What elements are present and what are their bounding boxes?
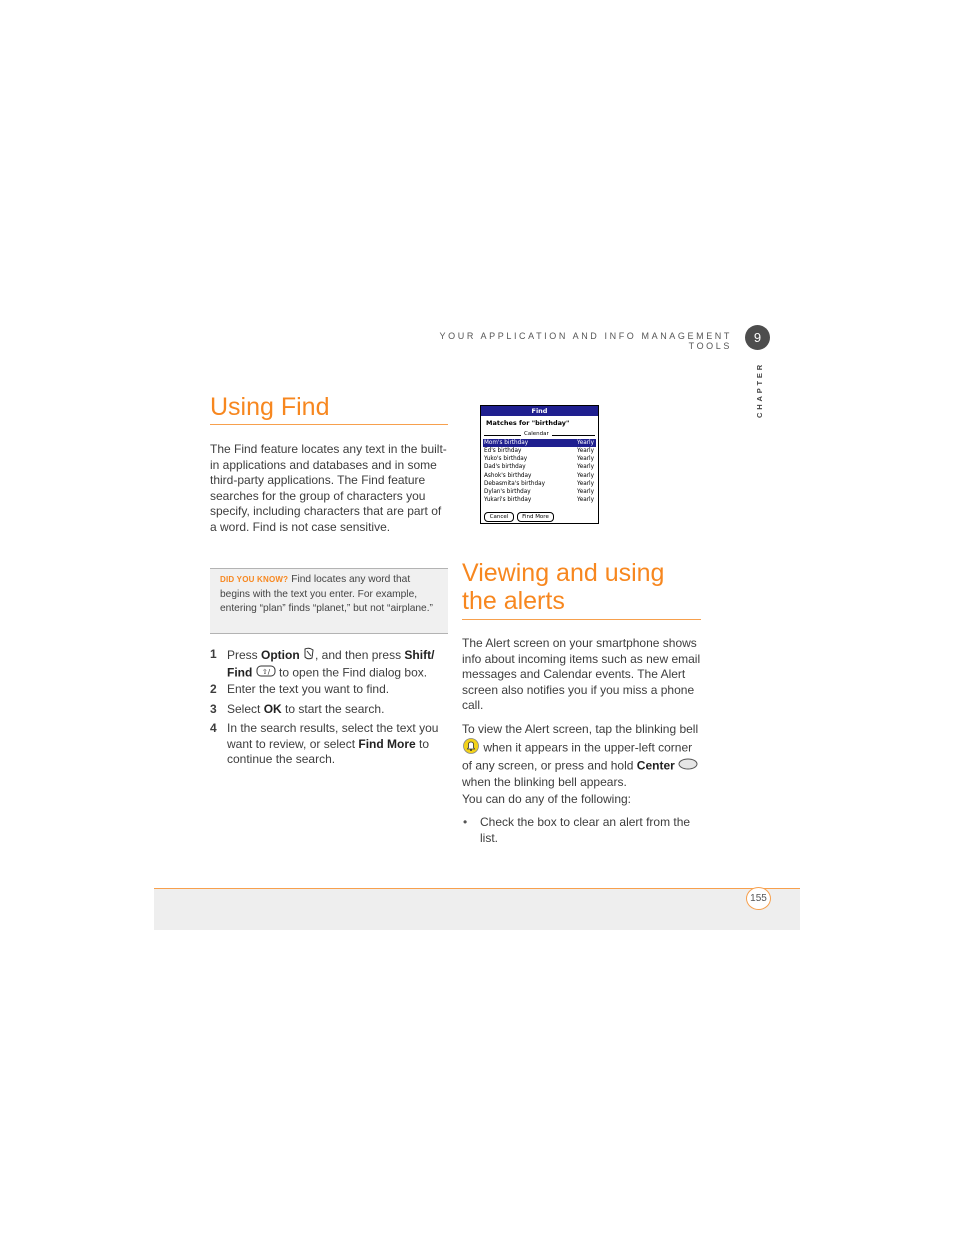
- shift-find-key-label: Shift/ Find: [227, 647, 435, 680]
- tip-label: DID YOU KNOW?: [220, 575, 289, 584]
- alerts-paragraph-2: [462, 722, 704, 790]
- palm-result-row[interactable]: [483, 488, 596, 496]
- step-text: [227, 702, 449, 718]
- step-text: [227, 721, 449, 768]
- step-text-part: In the search results, select the text you want to review, or select: [227, 721, 439, 751]
- step-2: [210, 682, 450, 698]
- step-text-part: Select: [227, 702, 264, 716]
- center-key-label: Center: [636, 758, 675, 773]
- alerts-heading-line1: Viewing and using: [462, 559, 665, 587]
- alerts-heading: [462, 559, 702, 615]
- palm-result-row[interactable]: [483, 480, 596, 488]
- step-number: 4: [210, 721, 217, 735]
- palm-cancel-button[interactable]: Cancel: [484, 512, 514, 522]
- palm-result-row[interactable]: [483, 455, 596, 463]
- option-key-label: Option: [261, 647, 300, 662]
- step-text-part: to start the search.: [281, 702, 385, 716]
- palm-result-row[interactable]: [483, 439, 596, 447]
- result-frequency: Yearly: [577, 473, 594, 479]
- step-text: Enter the text you want to find.: [227, 682, 390, 696]
- result-frequency: Yearly: [577, 464, 594, 470]
- step-number: 1: [210, 647, 217, 661]
- bell-icon: [462, 738, 480, 759]
- find-more-label: Find More: [358, 736, 416, 751]
- center-button-icon: [678, 758, 698, 775]
- step-number: 3: [210, 702, 217, 716]
- svg-text:⇧/: ⇧/: [261, 667, 270, 676]
- step-3: [210, 702, 450, 718]
- palm-find-more-button[interactable]: Find More: [517, 512, 554, 522]
- palm-result-row[interactable]: [483, 447, 596, 455]
- palm-result-row[interactable]: [483, 496, 596, 504]
- palm-result-row[interactable]: [483, 463, 596, 471]
- step-text-part: Press: [227, 647, 262, 662]
- chapter-label: CHAPTER: [755, 362, 764, 418]
- alerts-p2-part: when it appears in the upper-left corner of any screen, or press and hold: [462, 740, 693, 773]
- did-you-know-tip: [210, 568, 448, 634]
- result-frequency: Yearly: [577, 448, 594, 454]
- alerts-bullet-1: Check the box to clear an alert from the list.: [480, 815, 691, 845]
- using-find-intro: The Find feature locates any text in the built-in applications and databases and in some third-party applications. The Find feature searches for the group of characters you specify, including characters that are part of a word. Find is not case sensitive.: [210, 442, 447, 534]
- step-1: [210, 647, 450, 679]
- find-dialog-screenshot: [480, 405, 599, 524]
- page-number: 155: [746, 887, 771, 910]
- running-header: YOUR APPLICATION AND INFO MANAGEMENT TOOLS: [439, 331, 732, 351]
- result-name: Yuko's birthday: [484, 456, 528, 462]
- alerts-rule: [462, 619, 701, 620]
- tip-body: [220, 573, 440, 617]
- result-frequency: Yearly: [577, 497, 594, 503]
- footer-rule: [154, 888, 800, 889]
- result-name: Mom's birthday: [484, 440, 529, 446]
- step-text-part: , and then press: [315, 647, 405, 662]
- step-4: [210, 721, 450, 769]
- result-name: Dylan's birthday: [484, 489, 531, 495]
- alerts-paragraph-3: You can do any of the following:: [462, 792, 632, 806]
- shift-find-key-icon: [256, 665, 276, 682]
- using-find-rule: [210, 424, 448, 425]
- bullet-marker: •: [463, 815, 468, 829]
- step-text-part: to continue the search.: [227, 736, 430, 767]
- ok-label: OK: [263, 702, 282, 716]
- chapter-number-badge: 9: [745, 325, 770, 350]
- step-number: 2: [210, 682, 217, 696]
- step-text-part: to open the Find dialog box.: [275, 665, 428, 680]
- alerts-paragraph-1: The Alert screen on your smartphone shows info about incoming items such as new email messages and Calendar events. The Alert screen also notifies you if you miss a phone call.: [462, 636, 701, 713]
- result-frequency: Yearly: [577, 481, 594, 487]
- footer-band: [154, 889, 800, 930]
- result-frequency: Yearly: [577, 456, 594, 462]
- step-text: [227, 647, 449, 681]
- alerts-p2-part: To view the Alert screen, tap the blinking bell: [462, 722, 699, 736]
- option-key-icon: [303, 647, 315, 665]
- result-frequency: Yearly: [577, 440, 594, 446]
- using-find-heading: Using Find: [210, 393, 330, 421]
- tip-text: Find locates any word that begins with the text you enter. For example, entering “plan” finds “planet,” but not “airplane.”: [220, 574, 433, 614]
- alerts-p2-part: when the blinking bell appears.: [462, 774, 627, 789]
- result-name: Ashok's birthday: [484, 473, 532, 479]
- result-name: Yukari's birthday: [484, 497, 532, 503]
- alerts-heading-line2: the alerts: [462, 587, 565, 615]
- result-name: Ed's birthday: [484, 448, 522, 454]
- palm-result-row[interactable]: [483, 472, 596, 480]
- palm-category-label: Calendar: [521, 431, 552, 437]
- result-name: Debasmita's birthday: [484, 481, 545, 487]
- result-name: Dad's birthday: [484, 464, 526, 470]
- palm-matches-label: Matches for "birthday": [486, 419, 570, 427]
- result-frequency: Yearly: [577, 489, 594, 495]
- palm-title-bar: Find: [481, 406, 598, 416]
